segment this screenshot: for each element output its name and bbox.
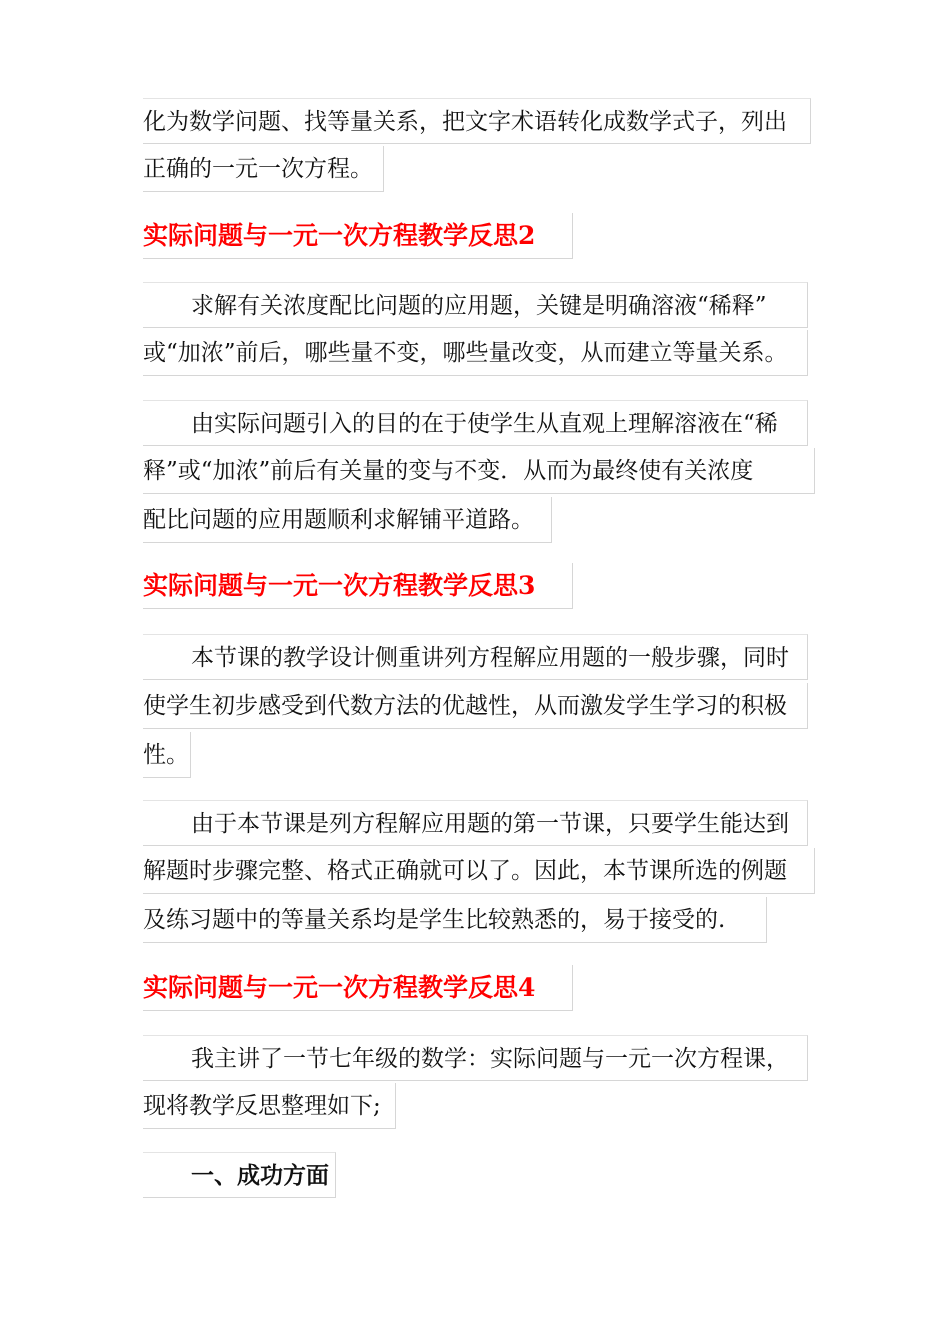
sub-heading: 一、成功方面 [143,1152,336,1198]
paragraph-line: 我主讲了一节七年级的数学：实际问题与一元一次方程课， [143,1035,808,1081]
section-heading: 实际问题与一元一次方程教学反思4 [143,965,573,1011]
paragraph-line: 化为数学问题、找等量关系，把文字术语转化成数学式子，列出 [143,98,811,144]
paragraph-line: 使学生初步感受到代数方法的优越性，从而激发学生学习的积极 [143,683,808,729]
paragraph-line: 由于本节课是列方程解应用题的第一节课，只要学生能达到 [143,800,808,846]
paragraph-line: 本节课的教学设计侧重讲列方程解应用题的一般步骤，同时 [143,634,808,680]
paragraph-line: 或“加浓”前后，哪些量不变，哪些量改变，从而建立等量关系。 [143,330,808,376]
paragraph-line: 解题时步骤完整、格式正确就可以了。因此，本节课所选的例题 [143,848,815,894]
section-heading: 实际问题与一元一次方程教学反思3 [143,563,573,609]
paragraph-line: 及练习题中的等量关系均是学生比较熟悉的，易于接受的. [143,897,767,943]
paragraph-line: 现将教学反思整理如下; [143,1083,396,1129]
paragraph-line: 由实际问题引入的目的在于使学生从直观上理解溶液在“稀 [143,400,808,446]
section-heading: 实际问题与一元一次方程教学反思2 [143,213,573,259]
paragraph-line: 配比问题的应用题顺利求解铺平道路。 [143,497,552,543]
paragraph-line: 释”或“加浓”前后有关量的变与不变．从而为最终使有关浓度 [143,448,815,494]
paragraph-line: 正确的一元一次方程。 [143,146,384,192]
paragraph-line: 求解有关浓度配比问题的应用题，关键是明确溶液“稀释” [143,282,808,328]
paragraph-line: 性。 [143,732,191,778]
